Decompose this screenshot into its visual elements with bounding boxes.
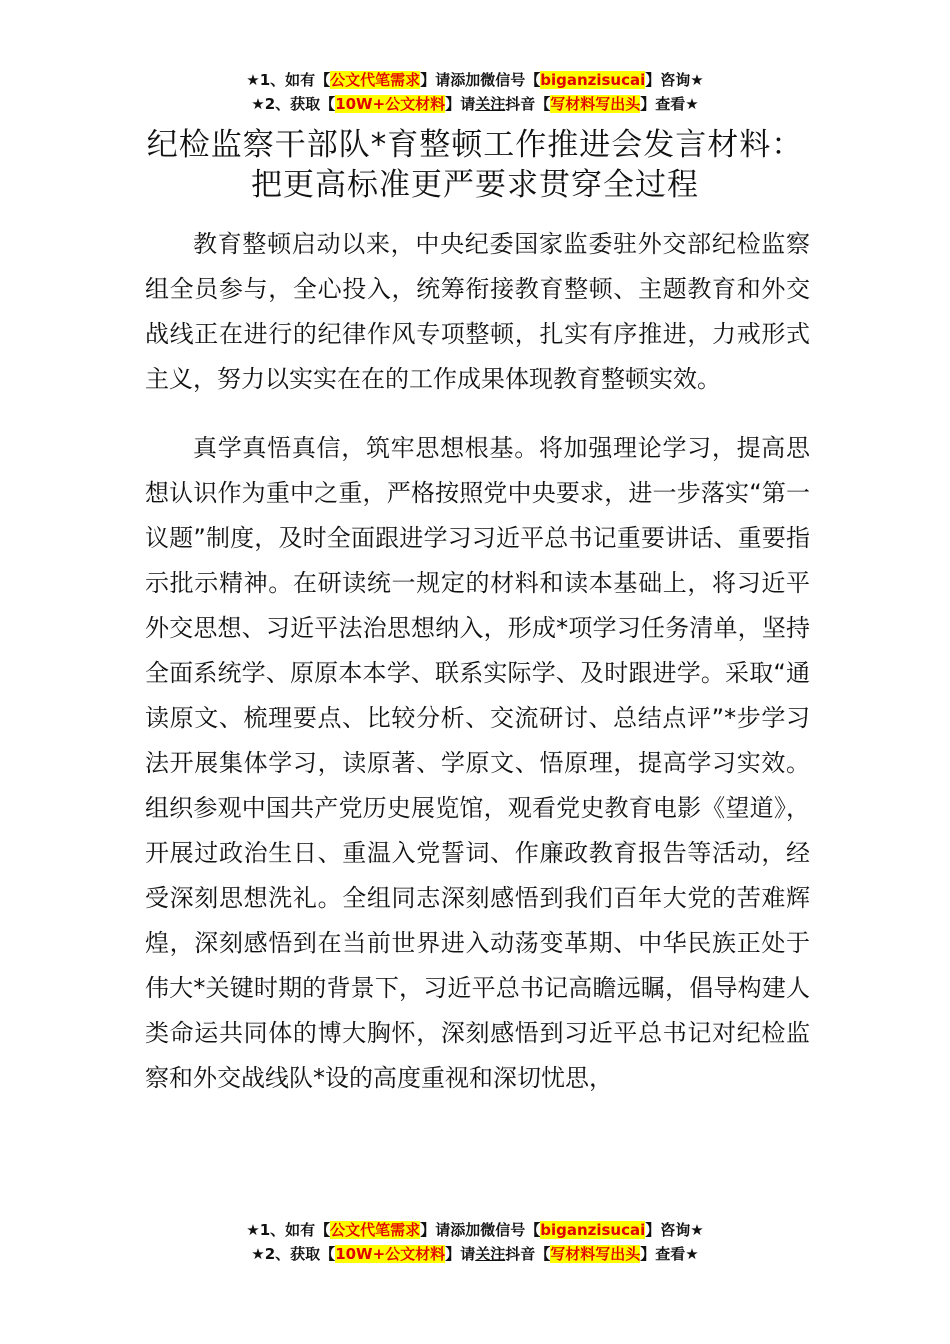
- banner-text: 抖音【: [505, 1245, 551, 1263]
- banner-underline: 关注: [475, 95, 506, 113]
- banner-text: 抖音【: [505, 95, 551, 113]
- banner-underline: 关注: [475, 1245, 506, 1263]
- banner-line-2: [0, 92, 950, 116]
- document-body: [145, 222, 810, 1101]
- footer-banner: [0, 1218, 950, 1266]
- banner-highlight: biganzisucai: [540, 1221, 646, 1239]
- paragraph-2: 真学真悟真信，筑牢思想根基。将加强理论学习，提高思想认识作为重中之重，严格按照党中央要求，进一步落实“第一议题”制度，及时全面跟进学习习近平总书记重要讲话、重要指示批示精神。在研读统一规定的材料和读本基础上，将习近平外交思想、习近平法治思想纳入，形成*项学习任务清单，坚持全面系统学、原原本本学、联系实际学、及时跟进学。采取“通读原文、梳理要点、比较分析、交流研讨、总结点评”*步学习法开展集体学习，读原著、学原文、悟原理，提高学习实效。组织参观中国共产党历史展览馆，观看党史教育电影《望道》，开展过政治生日、重温入党誓词、作廉政教育报告等活动，经受深刻思想洗礼。全组同志深刻感悟到我们百年大党的苦难辉煌，深刻感悟到在当前世界进入动荡变革期、中华民族正处于伟大*关键时期的背景下，习近平总书记高瞻远瞩，倡导构建人类命运共同体的博大胸怀，深刻感悟到习近平总书记对纪检监察和外交战线队*设的高度重视和深切忧思，: [145, 434, 810, 1092]
- banner-text: 】咨询★: [645, 71, 704, 89]
- document-title: [0, 125, 950, 205]
- banner-line-1: [0, 1218, 950, 1242]
- banner-text: 】咨询★: [645, 1221, 704, 1239]
- banner-highlight: 10W+公文材料: [335, 95, 446, 113]
- banner-text: 】请添加微信号【: [420, 1221, 541, 1239]
- banner-highlight: 写材料写出头: [550, 95, 641, 113]
- title-line-2: 把更高标准更严要求贯穿全过程: [251, 167, 699, 203]
- banner-highlight: 写材料写出头: [550, 1245, 641, 1263]
- banner-text: 】查看★: [640, 95, 699, 113]
- banner-highlight: 公文代笔需求: [330, 1221, 421, 1239]
- banner-line-1: [0, 68, 950, 92]
- banner-text: 】查看★: [640, 1245, 699, 1263]
- banner-text: 】请: [445, 95, 476, 113]
- header-banner: [0, 68, 950, 116]
- title-line-1: 纪检监察干部队*育整顿工作推进会发言材料：: [146, 127, 804, 163]
- banner-line-2: [0, 1242, 950, 1266]
- banner-text: ★2、获取【: [251, 95, 336, 113]
- banner-text: ★1、如有【: [246, 71, 331, 89]
- paragraph-1: 教育整顿启动以来，中央纪委国家监委驻外交部纪检监察组全员参与，全心投入，统筹衔接教育整顿、主题教育和外交战线正在进行的纪律作风专项整顿，扎实有序推进，力戒形式主义，努力以实实在在的工作成果体现教育整顿实效。: [145, 230, 810, 393]
- banner-highlight: 10W+公文材料: [335, 1245, 446, 1263]
- banner-highlight: biganzisucai: [540, 71, 646, 89]
- banner-text: 】请: [445, 1245, 476, 1263]
- banner-highlight: 公文代笔需求: [330, 71, 421, 89]
- banner-text: ★2、获取【: [251, 1245, 336, 1263]
- banner-text: 】请添加微信号【: [420, 71, 541, 89]
- banner-text: ★1、如有【: [246, 1221, 331, 1239]
